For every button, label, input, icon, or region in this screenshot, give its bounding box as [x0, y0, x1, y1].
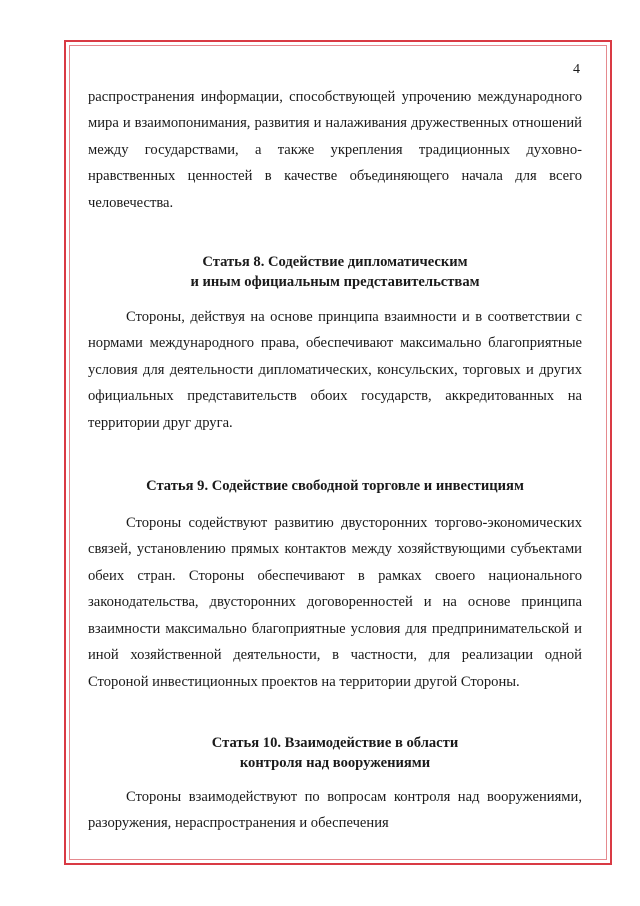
article-9-paragraph: Стороны содействуют развитию двусторонних торгово-экономических связей, установлению прямых контактов между хозяйствующими субъектами обеих стран. Стороны обеспечивают в рамках своего национального законодательства, двусторонних договоренностей и на основе принципа взаимности максимально благоприятные условия для предпринимательской и иной хозяйственной деятельности, в частности, для реализации одной Стороной инвестиционных проектов на территории другой Стороны. [88, 515, 582, 690]
page-number: 4 [573, 62, 580, 77]
document-body [88, 84, 582, 837]
article-8-heading [88, 252, 582, 292]
article-10-heading [88, 733, 582, 773]
article-8-paragraph: Стороны, действуя на основе принципа взаимности и в соответствии с нормами международного права, обеспечивают максимально благоприятные условия для деятельности дипломатических, консульских, торговых и других официальных представительств обоих государств, аккредитованных на территории друг друга. [88, 309, 582, 431]
article-9-heading: Статья 9. Содействие свободной торговле и инвестициям [146, 478, 524, 495]
article-10-heading-line1: Статья 10. Взаимодействие в области [211, 734, 459, 751]
article-10-heading-line2: контроля над вооружениями [239, 754, 431, 771]
article-8-heading-line1: Статья 8. Содействие дипломатическим [202, 254, 468, 271]
intro-paragraph: распространения информации, способствующей упрочению международного мира и взаимопонимания, развития и налаживания дружественных отношений между государствами, а также укрепления традиционных духовно-нравственных ценностей в качестве объединяющего начала для всего человечества. [88, 89, 582, 211]
article-8-heading-line2: и иным официальным представительствам [190, 274, 480, 291]
article-10-paragraph: Стороны взаимодействуют по вопросам контроля над вооружениями, разоружения, нераспространения и обеспечения [88, 788, 582, 832]
